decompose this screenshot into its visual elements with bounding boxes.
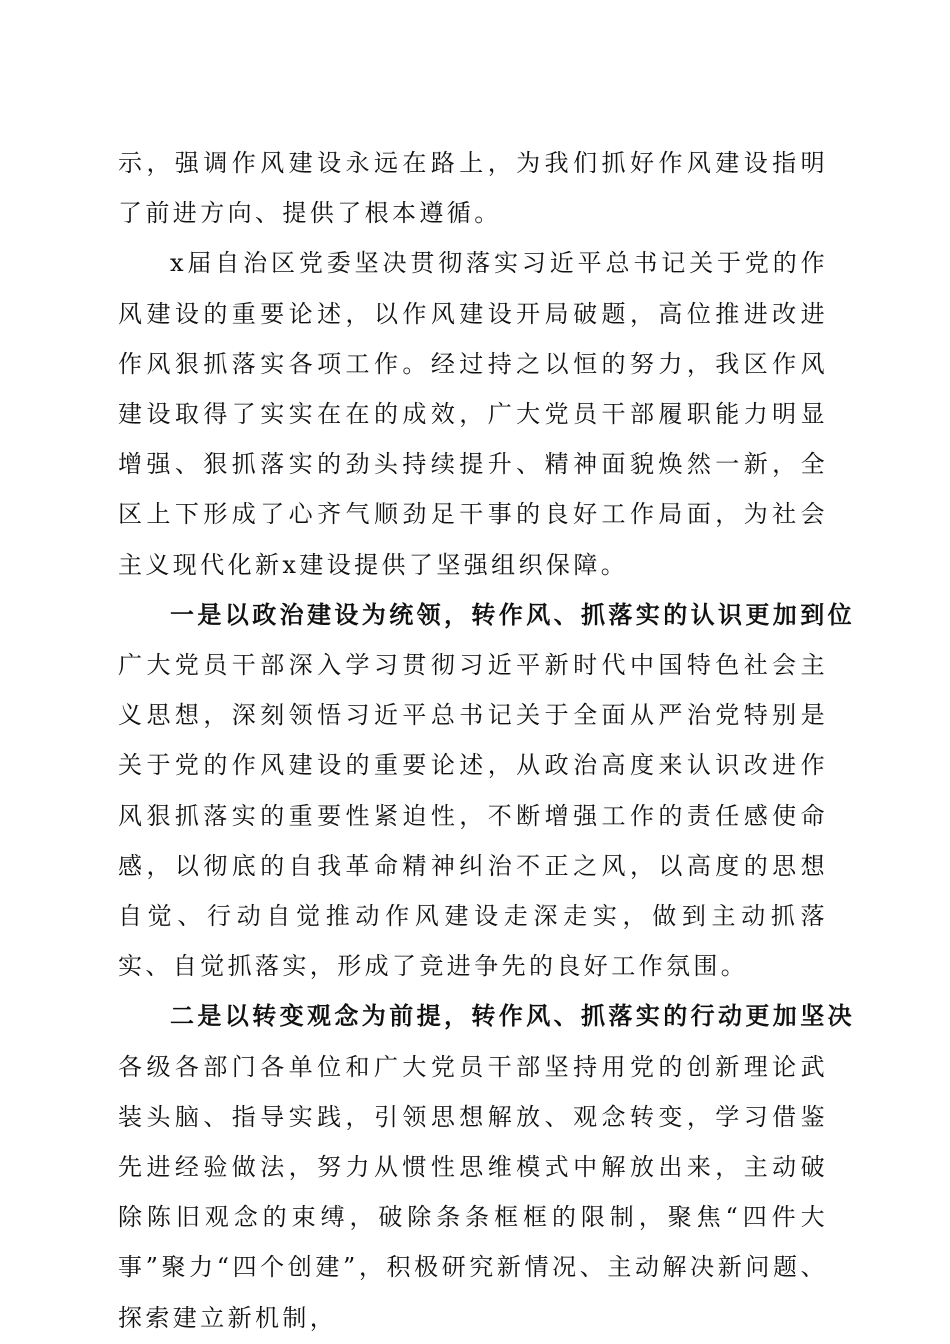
paragraph-text: 示，强调作风建设永远在路上，为我们抓好作风建设指明了前进方向、提供了根本遵循。 — [118, 149, 828, 228]
paragraph-continuation — [118, 138, 828, 238]
paragraph-text: x届自治区党委坚决贯彻落实习近平总书记关于党的作风建设的重要论述，以作风建设开局破题，高位推进改进作风狠抓落实各项工作。经过持之以恒的努力，我区作风建设取得了实实在在的成效，广大党员干部履职能力明显增强、狠抓落实的劲头持续提升、精神面貌焕然一新，全区上下形成了心齐气顺劲足干事的良好工作局面，为社会主义现代化新x建设提供了坚强组织保障。 — [118, 249, 828, 579]
section-concept-change — [118, 991, 855, 1342]
section-text: 各级各部门各单位和广大党员干部坚持用党的创新理论武装头脑、指导实践，引领思想解放、观念转变，学习借鉴先进经验做法，努力从惯性思维模式中解放出来，主动破除陈旧观念的束缚，破除条条框框的限制，聚焦“四件大事”聚力“四个创建”，积极研究新情况、主动解决新问题、探索建立新机制， — [118, 1052, 828, 1332]
section-heading: 一是以政治建设为统领，转作风、抓落实的认识更加到位 — [170, 599, 855, 629]
section-text: 广大党员干部深入学习贯彻习近平新时代中国特色社会主义思想，深刻领悟习近平总书记关于全面从严治党特别是关于党的作风建设的重要论述，从政治高度来认识改进作风狠抓落实的重要性紧迫性，不断增强工作的责任感使命感，以彻底的自我革命精神纠治不正之风，以高度的思想自觉、行动自觉推动作风建设走深走实，做到主动抓落实、自觉抓落实，形成了竞进争先的良好工作氛围。 — [118, 651, 828, 981]
document-body — [118, 138, 855, 1343]
section-heading: 二是以转变观念为前提，转作风、抓落实的行动更加坚决 — [170, 1001, 855, 1031]
paragraph-achievements — [118, 238, 828, 589]
section-political-construction — [118, 590, 855, 992]
